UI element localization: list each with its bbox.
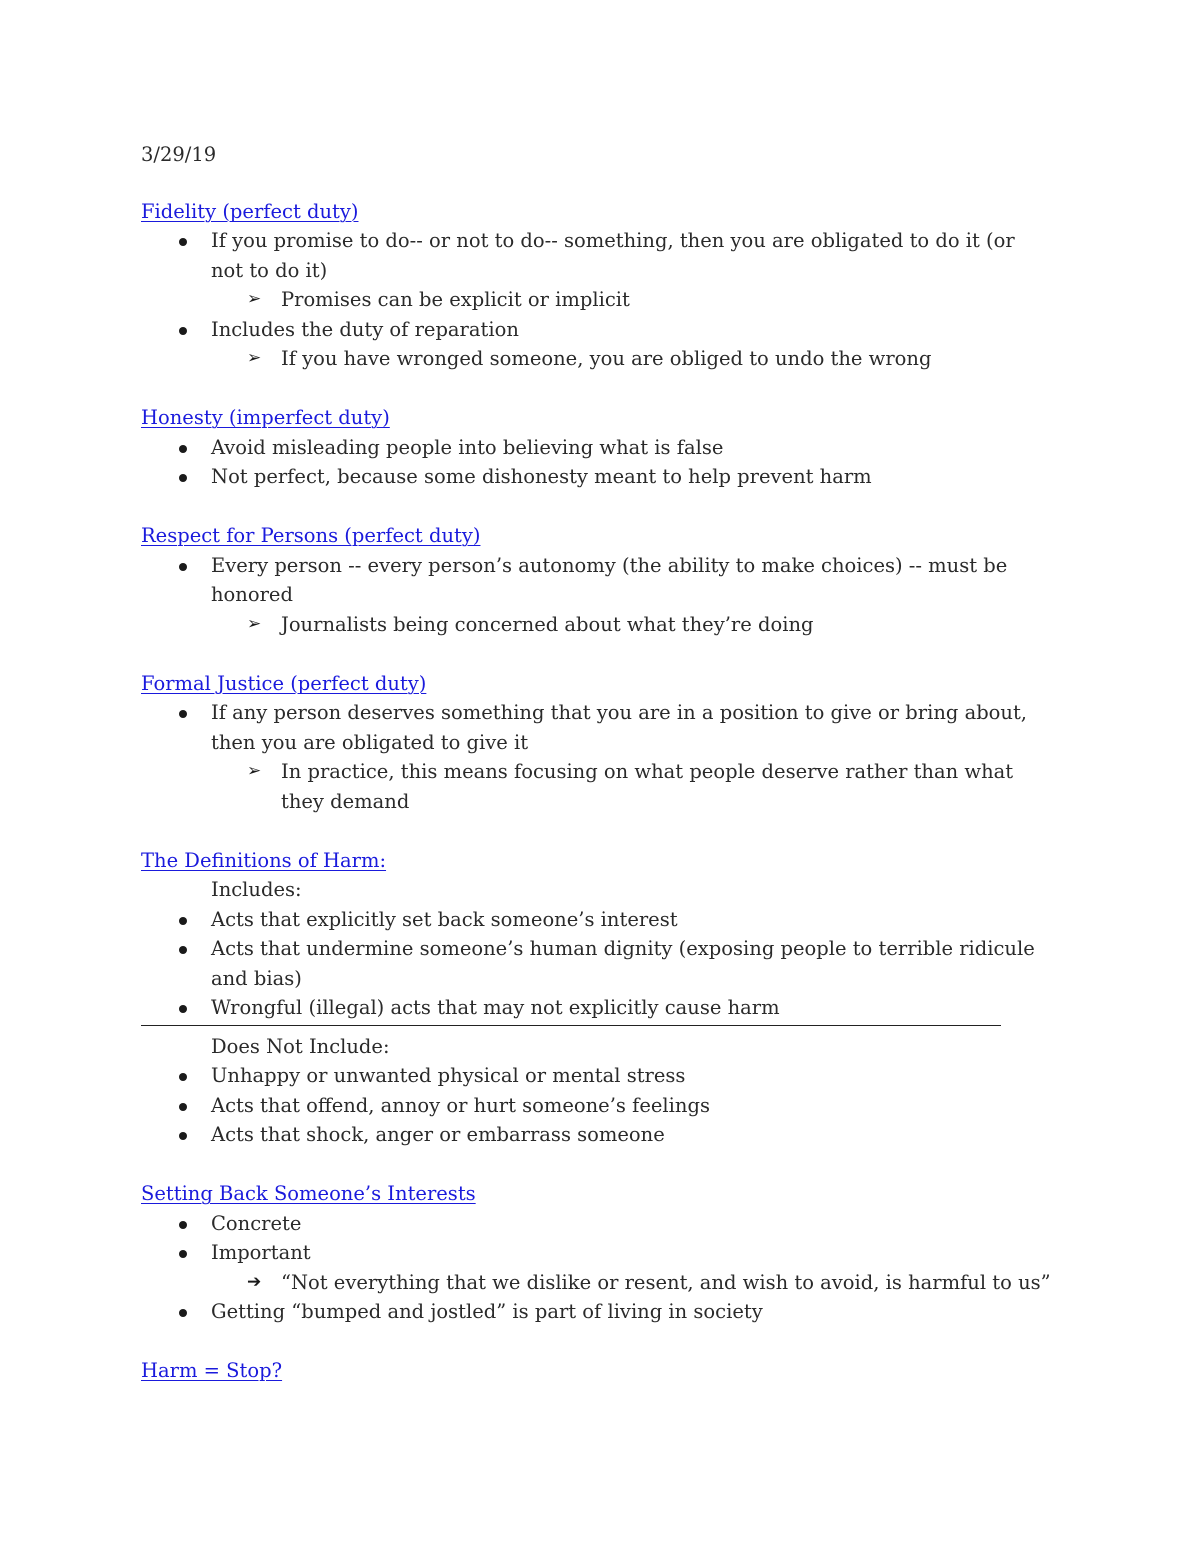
document-body bbox=[141, 140, 1061, 1386]
heading-fidelity[interactable]: Fidelity (perfect duty) bbox=[141, 199, 359, 223]
bullet-item: Unhappy or unwanted physical or mental stress bbox=[141, 1061, 1061, 1091]
arrowhead-icon: ➢ bbox=[247, 613, 262, 634]
includes-label: Includes: bbox=[211, 878, 302, 901]
excludes-label: Does Not Include: bbox=[211, 1034, 390, 1058]
heading-justice[interactable]: Formal Justice (perfect duty) bbox=[141, 671, 427, 695]
sub-bullet-text: If you have wronged someone, you are obliged to undo the wrong bbox=[281, 347, 932, 370]
arrowhead-icon: ➢ bbox=[247, 289, 262, 309]
bullet-item: Acts that explicitly set back someone’s interest bbox=[141, 905, 1061, 935]
heading-stop[interactable]: Harm = Stop? bbox=[141, 1359, 283, 1382]
heading-respect[interactable]: Respect for Persons (perfect duty) bbox=[141, 524, 481, 547]
sub-bullet-item bbox=[141, 285, 1061, 315]
bullet-item: If any person deserves something that you are in a position to give or bring about, then you are obligated to give it bbox=[141, 698, 1051, 757]
heading-harm[interactable]: The Definitions of Harm: bbox=[141, 848, 387, 872]
bullet-item: Acts that undermine someone’s human dignity (exposing people to terrible ridicule and bias) bbox=[141, 934, 1051, 993]
spacer bbox=[141, 816, 1061, 846]
bullet-item: Not perfect, because some dishonesty meant to help prevent harm bbox=[141, 462, 1061, 492]
spacer bbox=[141, 639, 1061, 669]
bullet-item: Important bbox=[141, 1238, 1061, 1268]
bullet-item: Includes the duty of reparation bbox=[141, 315, 1061, 345]
bullet-item: Acts that offend, annoy or hurt someone’s feelings bbox=[141, 1091, 1061, 1121]
sub-bullet-text: “Not everything that we dislike or resent, and wish to avoid, is harmful to us” bbox=[281, 1270, 1051, 1294]
sub-bullet-item bbox=[141, 610, 1061, 640]
sub-bullet-text: Promises can be explicit or implicit bbox=[281, 288, 630, 311]
bullet-item: Avoid misleading people into believing what is false bbox=[141, 433, 1061, 463]
spacer bbox=[141, 1150, 1061, 1180]
sub-bullet-text: In practice, this means focusing on what people deserve rather than what they demand bbox=[281, 760, 1014, 813]
bullet-item: If you promise to do-- or not to do-- something, then you are obligated to do it (or not to do it) bbox=[141, 226, 1051, 285]
heading-honesty[interactable]: Honesty (imperfect duty) bbox=[141, 406, 390, 429]
sub-bullet-item bbox=[141, 1268, 1061, 1298]
spacer bbox=[141, 374, 1061, 404]
arrow-right-icon: ➔ bbox=[247, 1271, 262, 1292]
bullet-item: Acts that shock, anger or embarrass someone bbox=[141, 1120, 1061, 1150]
bullet-item: Wrongful (illegal) acts that may not explicitly cause harm bbox=[141, 993, 1061, 1023]
spacer bbox=[141, 492, 1061, 522]
arrowhead-icon: ➢ bbox=[247, 348, 262, 368]
spacer bbox=[141, 1327, 1061, 1357]
bullet-item: Concrete bbox=[141, 1209, 1061, 1239]
heading-interests[interactable]: Setting Back Someone’s Interests bbox=[141, 1182, 476, 1205]
arrowhead-icon: ➢ bbox=[247, 761, 262, 781]
sub-bullet-text: Journalists being concerned about what they’re doing bbox=[281, 612, 814, 636]
bullet-item: Every person -- every person’s autonomy (the ability to make choices) -- must be honored bbox=[141, 551, 1051, 610]
horizontal-divider bbox=[141, 1025, 1001, 1026]
bullet-item: Getting “bumped and jostled” is part of living in society bbox=[141, 1297, 1061, 1327]
note-date: 3/29/19 bbox=[141, 143, 217, 166]
sub-bullet-item bbox=[141, 344, 1061, 374]
sub-bullet-item bbox=[141, 757, 1041, 816]
